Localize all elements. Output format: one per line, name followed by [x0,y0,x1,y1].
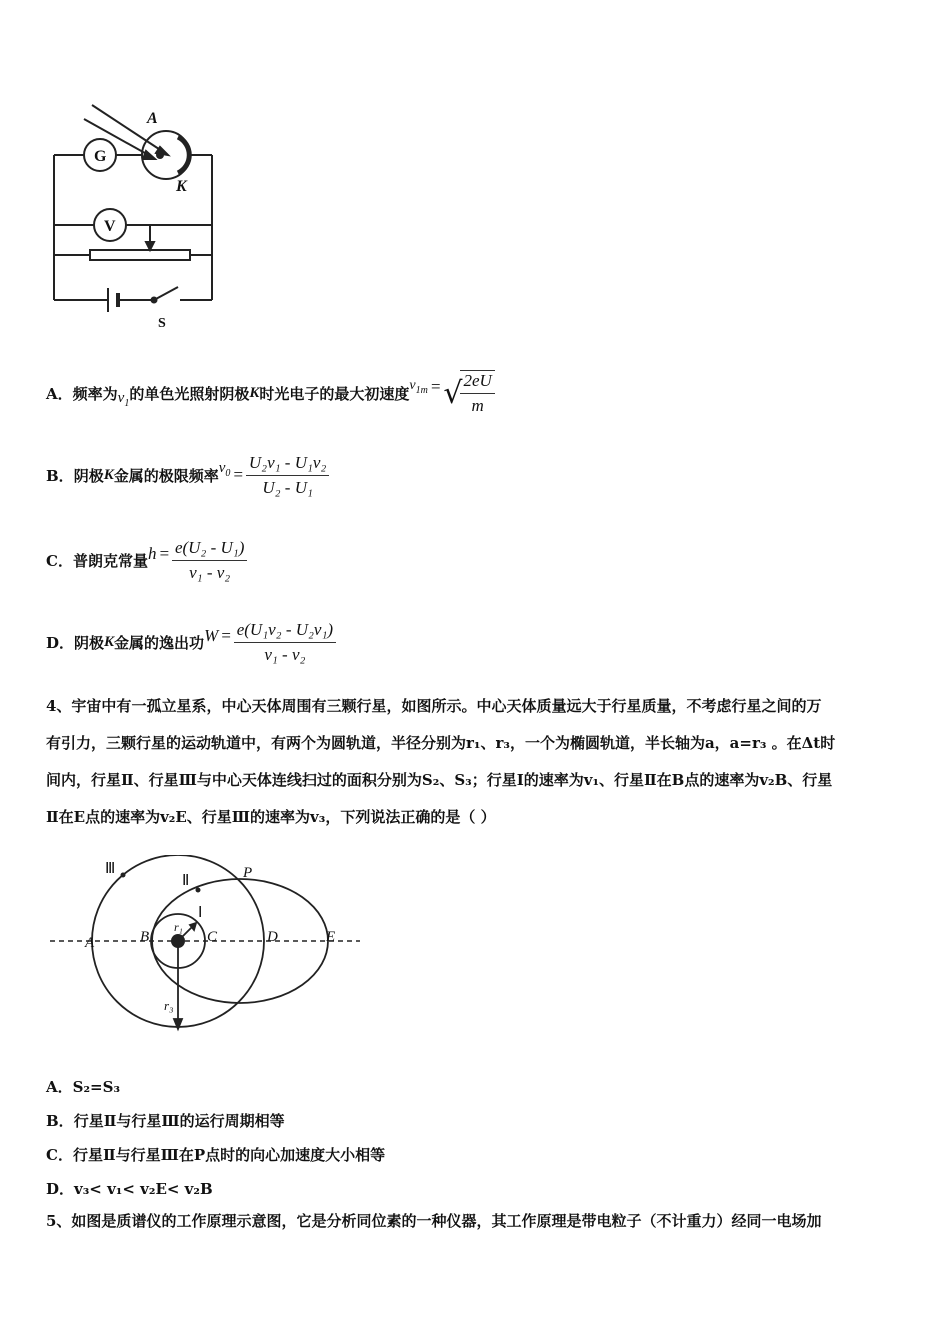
label-planet-iii: Ⅲ [105,861,116,877]
option-label: C． [46,551,73,570]
option-label: A． [46,384,73,403]
label-p: P [243,865,253,881]
sqrt-sign: √ [443,375,463,411]
q4-line-4: Ⅱ在E点的速率为v₂E、行星Ⅲ的速率为v₃，下列说法正确的是（ ） [46,808,496,826]
orbit-figure [50,855,370,1045]
formula-fraction: $\frac{\text{e(U₁ν₂ - U₂ν₁)}}{\text{ν₁ - ν₂}}$ [234,620,336,665]
label-r1: r₁ [174,920,183,934]
q4-option-b: B．行星Ⅱ与行星Ⅲ的运行周期相等 [46,1112,285,1130]
option-label: B． [46,1112,74,1130]
q5-stem [46,1203,906,1240]
q4-line-2: 有引力，三颗行星的运动轨道中，有两个为圆轨道，半径分别为r₁、r₃，一个为椭圆轨道，半长轴为a，a=r₃ 。在Δt时 [46,734,836,752]
q4-option-d: D．v₃< v₁< v₂E< v₂B [46,1180,213,1198]
option-label: A． [46,1078,73,1096]
option-label: C． [46,1146,73,1164]
label-a: A [147,110,158,127]
formula-fraction: $\frac{\text{e(U₂ - U₁)}}{\text{ν₁ - ν₂}}$ [172,538,247,583]
label-d: D [267,929,278,945]
option-label: B． [46,466,74,485]
q3-option-c: C． 普朗克常量 h = $\frac{\text{e(U₂ - U₁)}}{\text{ν₁ - ν₂}}$ [46,532,247,588]
label-a: A [85,935,95,951]
q4-line-3: 间内，行星Ⅱ、行星Ⅲ与中心天体连线扫过的面积分别为S₂、S₃；行星Ⅰ的速率为v₁、行星Ⅱ在B点的速率为v₂B、行星 [46,771,833,789]
label-c: C [207,929,218,945]
label-b: B [140,929,150,945]
q4-option-a: A．S₂=S₃ [46,1078,121,1096]
option-label: D． [46,633,75,652]
q3-option-a: A． 频率为 $\nu_1$ 的单色光照射阴极 K 时光电子的最大初速度 $v_{1m}$ = √ $\frac{2eU}{m}$ [46,368,495,418]
label-g: G [94,148,107,165]
label-v: V [104,218,116,235]
q5-line-1: 5、如图是质谱仪的工作原理示意图，它是分析同位素的一种仪器，其工作原理是带电粒子（不计重力）经同一电场加 [46,1212,822,1230]
q3-option-d: D． 阴极 K 金属的逸出功 W = $\frac{\text{e(U₁ν₂ - U₂ν₁)}}{\text{ν₁ - ν₂}}$ [46,614,336,670]
option-label: D． [46,1180,75,1198]
label-k: K [176,178,187,195]
label-s: S [158,316,166,331]
label-r3: r₃ [164,998,174,1013]
q4-option-c: C．行星Ⅱ与行星Ⅲ在P点时的向心加速度大小相等 [46,1146,386,1164]
q3-option-b: B． 阴极 K 金属的极限频率 $\nu_0$ = $\frac{\text{U₂ν₁ - U₁ν₂}}{\text{U₂ - U₁}}$ [46,450,329,500]
formula-fraction: $\frac{\text{U₂ν₁ - U₁ν₂}}{\text{U₂ - U₁}}$ [246,453,329,498]
q4-stem [46,688,906,836]
central-body [171,934,185,948]
label-e: E [326,929,336,945]
label-planet-ii: Ⅱ [182,873,190,889]
label-planet-i: Ⅰ [198,905,203,921]
q4-line-1: 4、宇宙中有一孤立星系，中心天体周围有三颗行星，如图所示。中心天体质量远大于行星质量，不考虑行星之间的万 [46,697,822,715]
formula-fraction: $\frac{2eU}{m}$ [460,370,494,416]
photoelectric-circuit-figure [40,95,230,335]
